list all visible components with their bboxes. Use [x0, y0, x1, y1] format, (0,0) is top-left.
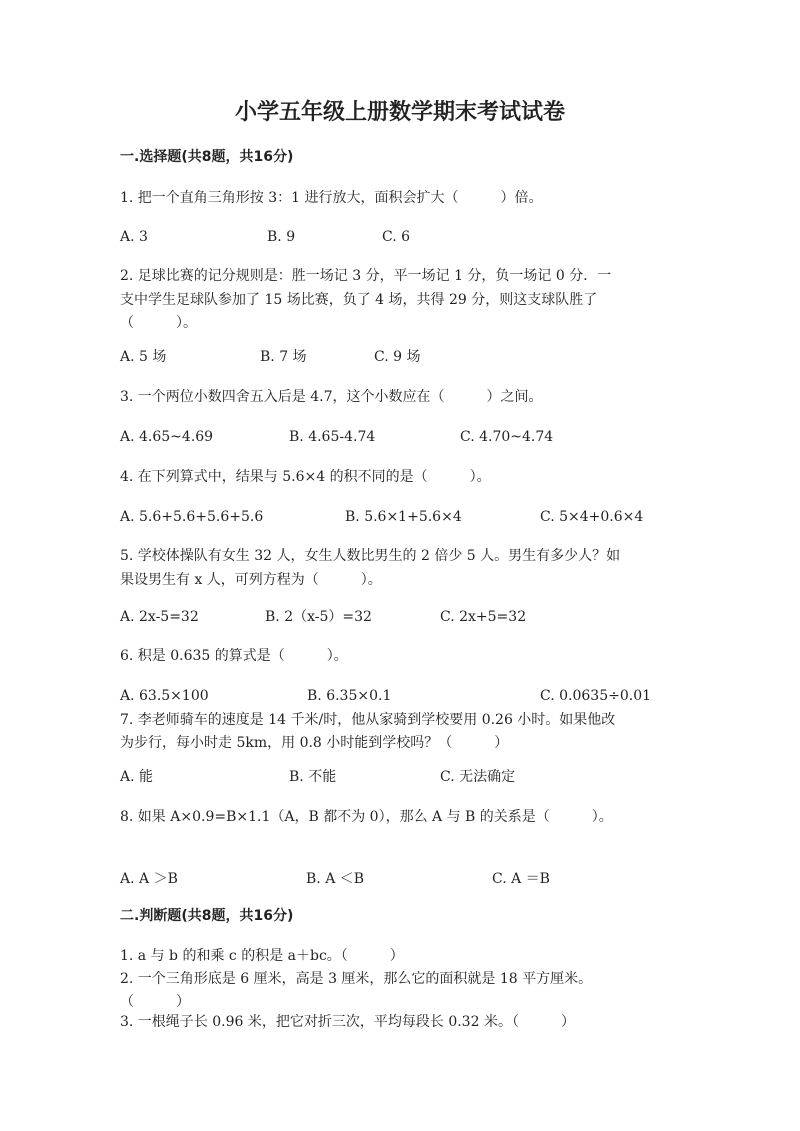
option-b: B. 5.6×1+5.6×4	[345, 509, 462, 525]
question-2-line-2: 支中学生足球队参加了 15 场比赛，负了 4 场，共得 29 分，则这支球队胜了	[120, 292, 598, 308]
section-heading-choice: 一.选择题(共8题，共16分)	[120, 149, 294, 165]
question-5-line-2: 果设男生有 x 人，可列方程为（ ）。	[120, 572, 382, 588]
question-2-line-3: （ ）。	[120, 315, 197, 331]
option-a: A. 2x-5=32	[120, 609, 199, 625]
option-b: B. 2（x-5）=32	[265, 609, 372, 625]
option-a: A. 5 场	[120, 349, 167, 365]
question-3: 3. 一个两位小数四舍五入后是 4.7，这个小数应在（ ）之间。	[120, 389, 543, 405]
option-c: C. A ＝B	[492, 871, 550, 887]
option-c: C. 0.0635÷0.01	[540, 688, 652, 704]
option-a: A. A ＞B	[120, 871, 178, 887]
judgement-3: 3. 一根绳子长 0.96 米，把它对折三次，平均每段长 0.32 米。（ ）	[120, 1014, 575, 1030]
page-title: 小学五年级上册数学期末考试试卷	[234, 100, 565, 125]
option-a: A. 3	[120, 229, 148, 245]
option-c: C. 2x+5=32	[440, 609, 527, 625]
question-5-line-1: 5. 学校体操队有女生 32 人，女生人数比男生的 2 倍少 5 人。男生有多少人？如	[120, 548, 621, 564]
judgement-2-line-2: （ ）	[120, 994, 190, 1010]
question-8: 8. 如果 A×0.9=B×1.1（A，B 都不为 0），那么 A 与 B 的关系是（ ）。	[120, 809, 613, 825]
option-b: B. 7 场	[260, 349, 307, 365]
question-1: 1. 把一个直角三角形按 3：1 进行放大，面积会扩大（ ）倍。	[120, 190, 543, 206]
question-2-line-1: 2. 足球比赛的记分规则是：胜一场记 3 分，平一场记 1 分，负一场记 0 分．一	[120, 268, 612, 284]
judgement-2-line-1: 2. 一个三角形底是 6 厘米，高是 3 厘米，那么它的面积就是 18 平方厘米。	[120, 971, 593, 987]
option-c: C. 4.70~4.74	[460, 429, 554, 445]
option-b: B. 4.65-4.74	[289, 429, 376, 445]
question-6: 6. 积是 0.635 的算式是（ ）。	[120, 648, 348, 664]
question-7-line-2: 为步行，每小时走 5km，用 0.8 小时能到学校吗？（ ）	[120, 735, 509, 751]
section-heading-judgement: 二.判断题(共8题，共16分)	[120, 908, 294, 924]
option-b: B. 不能	[289, 769, 337, 785]
option-b: B. A ＜B	[306, 871, 365, 887]
option-c: C. 无法确定	[440, 769, 516, 785]
option-a: A. 63.5×100	[120, 688, 209, 704]
option-c: C. 6	[382, 229, 411, 245]
option-a: A. 能	[120, 769, 154, 785]
judgement-1: 1. a 与 b 的和乘 c 的积是 a＋bc。（ ）	[120, 948, 404, 964]
option-c: C. 9 场	[374, 349, 421, 365]
option-a: A. 5.6+5.6+5.6+5.6	[120, 509, 264, 525]
question-4: 4. 在下列算式中，结果与 5.6×4 的积不同的是（ ）。	[120, 469, 491, 485]
option-b: B. 6.35×0.1	[307, 688, 392, 704]
option-a: A. 4.65~4.69	[120, 429, 214, 445]
option-b: B. 9	[267, 229, 296, 245]
option-c: C. 5×4+0.6×4	[540, 509, 644, 525]
question-7-line-1: 7. 李老师骑车的速度是 14 千米/时，他从家骑到学校要用 0.26 小时。如果他改	[120, 712, 616, 728]
